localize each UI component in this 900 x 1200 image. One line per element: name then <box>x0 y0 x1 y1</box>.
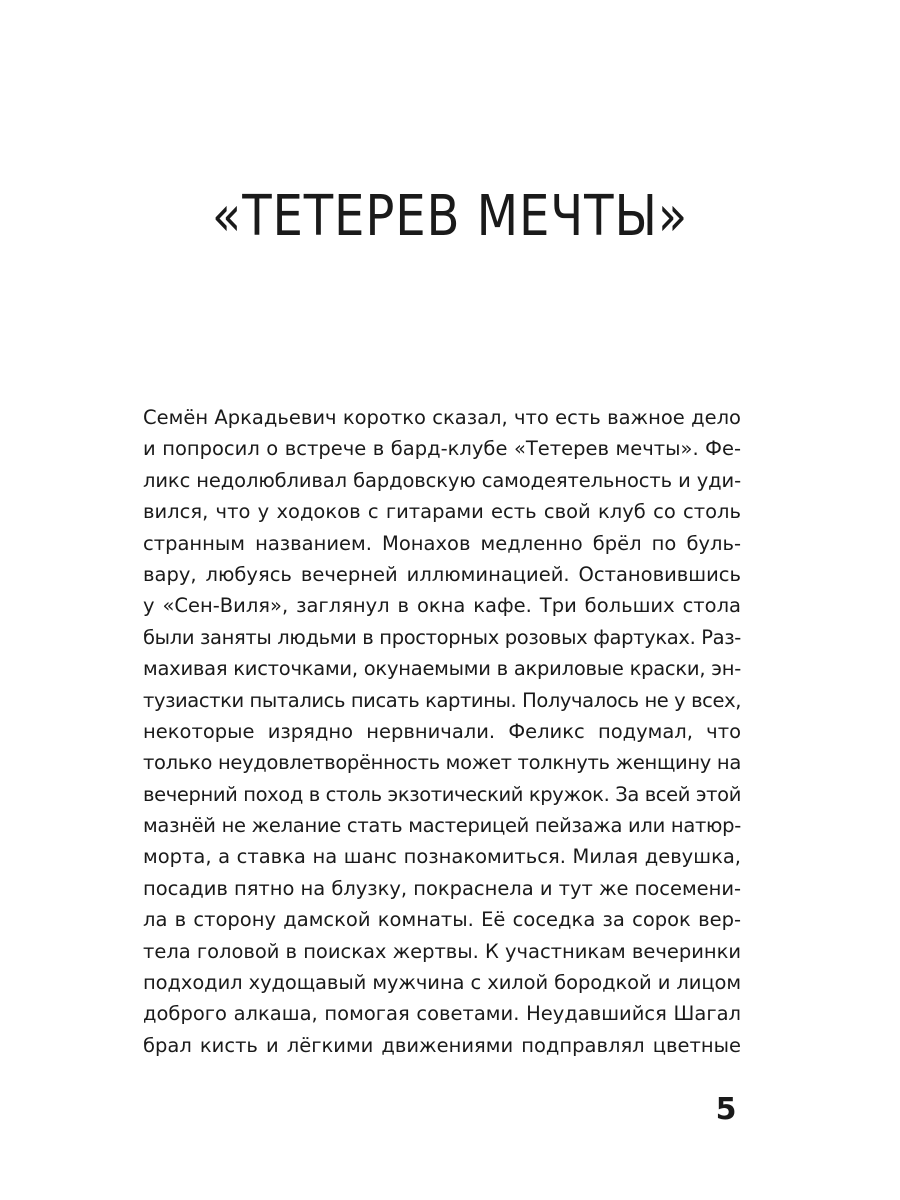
text-line: некоторые изрядно нервничали. Феликс подумал, что <box>143 719 741 743</box>
text-line: доброго алкаша, помогая советами. Неудавшийся Шагал <box>143 1002 741 1026</box>
text-line: подходил худощавый мужчина с хилой бородкой и лицом <box>143 971 741 995</box>
text-line: странным названием. Монахов медленно брёл по буль- <box>143 531 741 555</box>
text-line: махивая кисточками, окунаемыми в акриловые краски, эн- <box>143 657 741 681</box>
text-line: были заняты людьми в просторных розовых фартуках. Раз- <box>143 625 741 649</box>
text-line: вился, что у ходоков с гитарами есть свой клуб со столь <box>143 500 741 524</box>
text-line: и попросил о встрече в бард-клубе «Тетерев мечты». Фе- <box>143 437 741 461</box>
text-line: вечерний поход в столь экзотический кружок. За всей этой <box>143 782 741 806</box>
text-line: только неудовлетворённость может толкнуть женщину на <box>143 751 741 775</box>
text-line: посадив пятно на блузку, покраснела и тут же посемени- <box>143 876 741 900</box>
text-line: ла в сторону дамской комнаты. Её соседка за сорок вер- <box>143 908 741 932</box>
text-line: у «Сен-Виля», заглянул в окна кафе. Три больших стола <box>143 594 741 618</box>
chapter-title: «ТЕТЕРЕВ МЕЧТЫ» <box>211 184 689 249</box>
text-line: мазнёй не желание стать мастерицей пейзажа или натюр- <box>143 814 741 838</box>
text-line: брал кисть и лёгкими движениями подправлял цветные <box>143 1033 741 1057</box>
body-text <box>143 402 741 1061</box>
text-line: морта, а ставка на шанс познакомиться. Милая девушка, <box>143 845 741 869</box>
page-number: 5 <box>715 1092 737 1127</box>
text-line: тела головой в поисках жертвы. К участникам вечеринки <box>143 939 741 963</box>
text-line: Семён Аркадьевич коротко сказал, что есть важное дело <box>143 406 741 429</box>
text-line: ликс недолюбливал бардовскую самодеятельность и уди- <box>143 468 741 492</box>
text-line: вару, любуясь вечерней иллюминацией. Остановившись <box>143 562 741 586</box>
text-line: тузиастки пытались писать картины. Получалось не у всех, <box>143 688 742 712</box>
